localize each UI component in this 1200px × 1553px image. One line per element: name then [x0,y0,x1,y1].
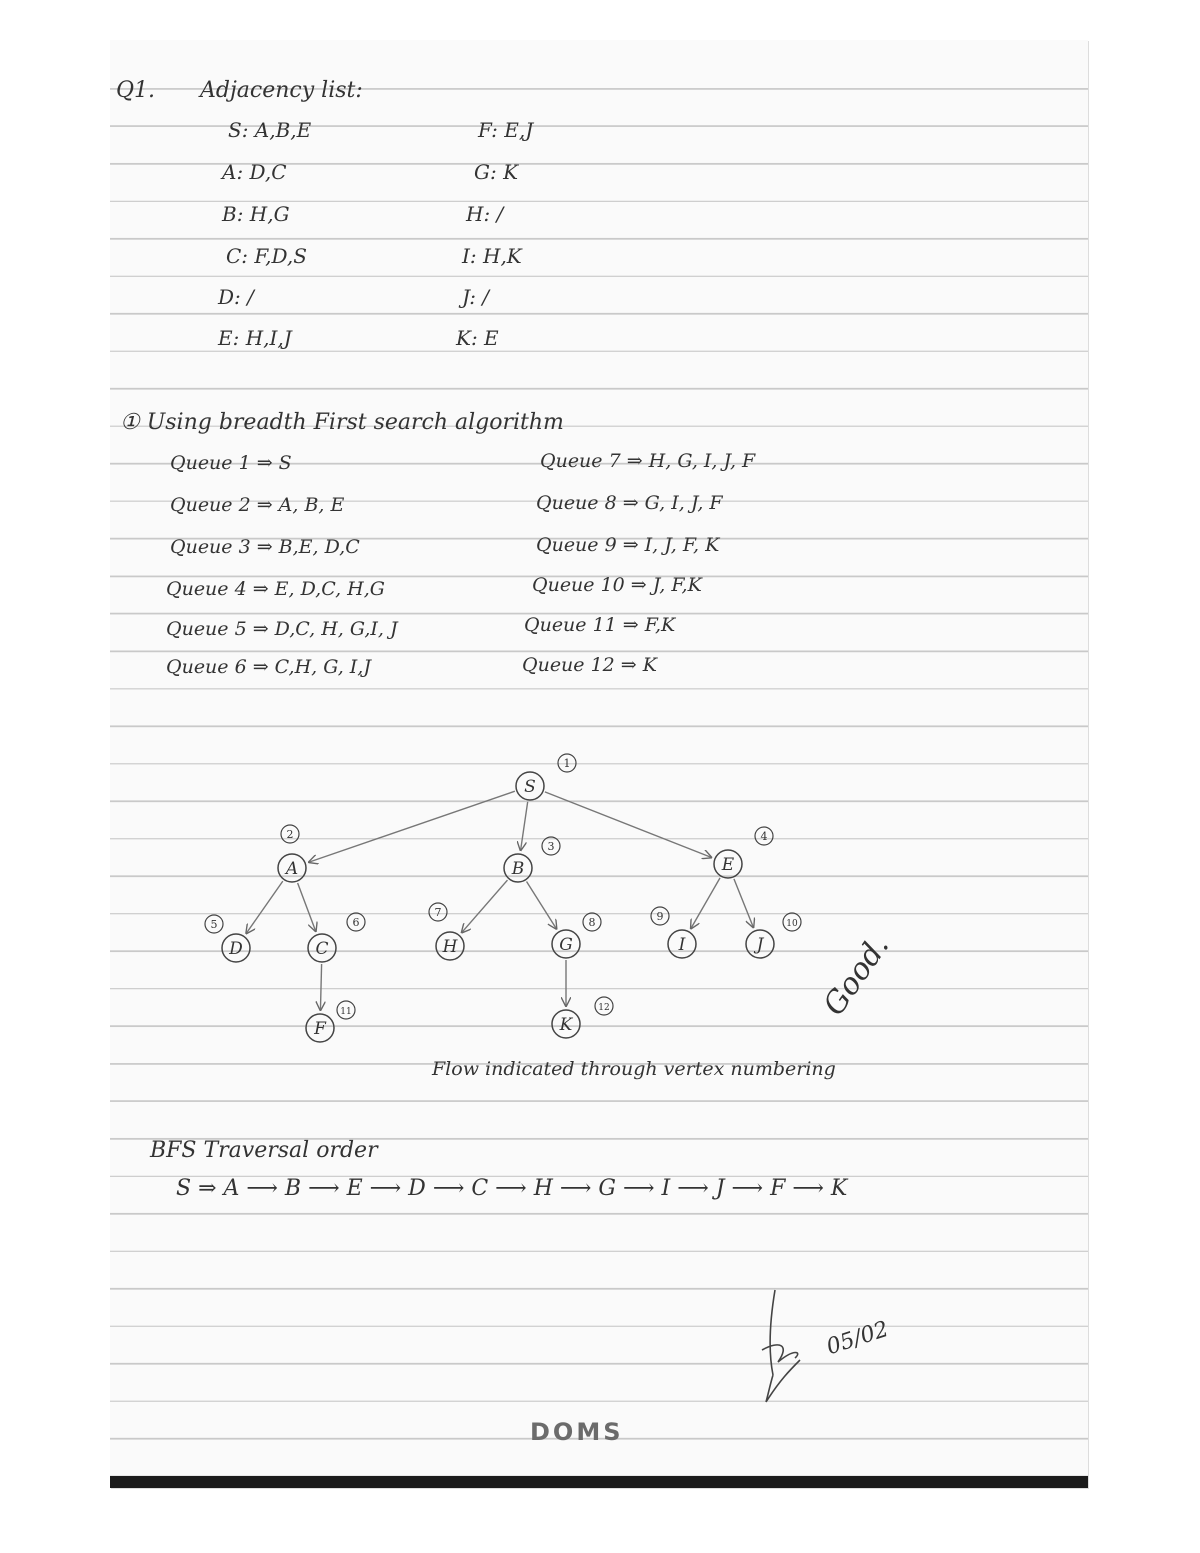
adjacency-entry: E: H,I,J [218,326,292,350]
graph-edge-e-j [734,879,753,927]
graph-edge-s-a [309,791,515,862]
adjacency-entry: S: A,B,E [228,118,312,142]
queue-step: Queue 6 ⇒ C,H, G, I,J [166,656,371,678]
traversal-order: S ⇒ A ⟶ B ⟶ E ⟶ D ⟶ C ⟶ H ⟶ G ⟶ I ⟶ J ⟶ F ⟶ K [176,1176,848,1201]
visit-order-number: 9 [656,910,664,923]
queue-step: Queue 10 ⇒ J, F,K [532,574,702,596]
adjacency-entry: B: H,G [222,202,290,226]
queue-step: Queue 8 ⇒ G, I, J, F [536,492,723,514]
graph-node-label: A [285,859,299,879]
adjacency-heading: Adjacency list: [200,78,363,103]
graph-node-label: B [511,859,525,879]
signature-date: 05/02 [823,1316,892,1361]
graph-caption: Flow indicated through vertex numbering [432,1058,836,1080]
graph-node-label: E [721,855,735,875]
queue-step: Queue 9 ⇒ I, J, F, K [536,534,720,556]
queue-step: Queue 3 ⇒ B,E, D,C [170,536,360,558]
graph-node-label: G [559,935,573,955]
traversal-heading: BFS Traversal order [150,1138,378,1163]
adjacency-entry: C: F,D,S [226,244,307,268]
graph-node-label: F [314,1019,326,1039]
visit-order-number: 4 [760,830,768,843]
graph-edge-s-b [521,802,528,850]
adjacency-entry: I: H,K [462,244,522,268]
visit-order-number: 5 [210,918,218,931]
visit-order-number: 11 [340,1007,352,1017]
visit-order-number: 8 [588,916,596,929]
adjacency-entry: F: E,J [478,118,534,142]
queue-step: Queue 12 ⇒ K [522,654,657,676]
adjacency-entry: G: K [474,160,519,184]
queue-step: Queue 11 ⇒ F,K [524,614,676,636]
graph-node-label: D [229,939,243,959]
queue-step: Queue 5 ⇒ D,C, H, G,I, J [166,618,398,640]
adjacency-entry: A: D,C [222,160,287,184]
graph-edge-b-g [527,882,557,929]
queue-step: Queue 7 ⇒ H, G, I, J, F [540,450,756,472]
graph-node-label: K [559,1015,573,1035]
graph-edge-s-e [545,792,711,858]
graph-edge-a-d [246,881,283,933]
graph-node-label: H [442,937,458,957]
bfs-heading: ① Using breadth First search algorithm [120,410,564,435]
graph-edge-e-i [691,878,720,929]
visit-order-number: 1 [563,757,571,770]
graph-edge-a-c [298,883,316,931]
queue-step: Queue 4 ⇒ E, D,C, H,G [166,578,385,600]
visit-order-number: 2 [286,828,294,841]
visit-order-number: 6 [352,916,360,929]
graph-node-label: C [315,939,329,959]
adjacency-entry: H: / [466,202,504,226]
graph-edge-b-h [462,880,508,932]
graph-node-label: J [756,935,764,955]
visit-order-number: 12 [598,1003,610,1013]
graph-node-label: I [678,935,686,955]
grader-remark: Good. [816,929,897,1022]
graph-edge-c-f [320,964,321,1010]
graph-node-label: S [524,777,536,797]
adjacency-entry: K: E [456,326,499,350]
queue-step: Queue 2 ⇒ A, B, E [170,494,345,516]
visit-order-number: 7 [434,906,442,919]
brand-watermark: DOMS [530,1418,624,1446]
visit-order-number: 10 [786,919,798,929]
adjacency-entry: D: / [218,285,254,309]
queue-step: Queue 1 ⇒ S [170,452,292,474]
question-number: Q1. [116,78,156,103]
adjacency-entry: J: / [462,285,490,309]
visit-order-number: 3 [547,840,555,853]
